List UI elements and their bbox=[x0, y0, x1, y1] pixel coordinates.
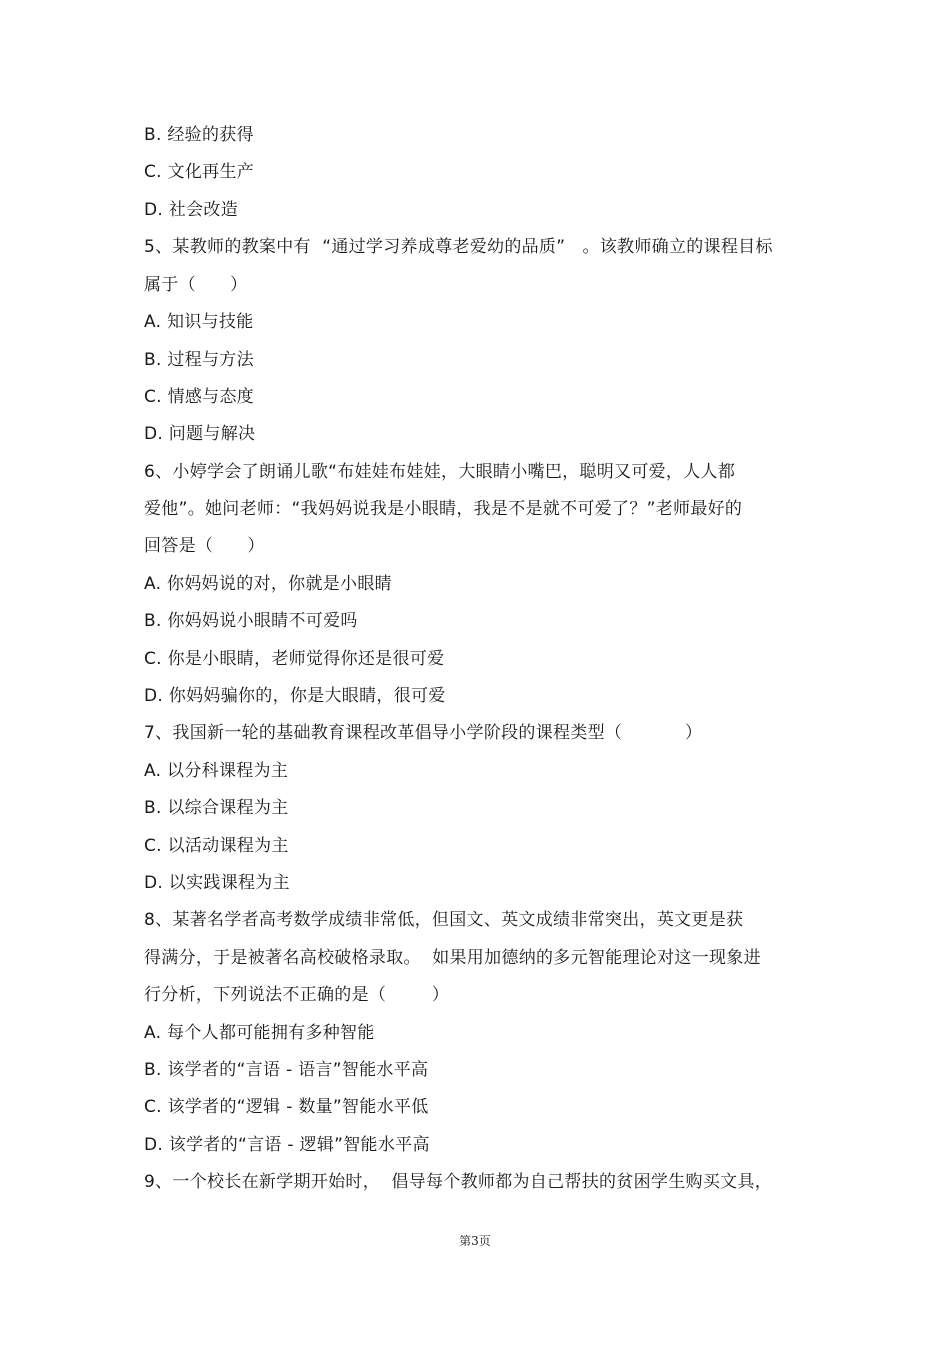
option-line: B. 你妈妈说小眼睛不可爱吗 bbox=[144, 611, 358, 631]
option-line: B. 过程与方法 bbox=[144, 350, 254, 370]
option-line: B. 以综合课程为主 bbox=[144, 798, 289, 818]
option-line: A. 每个人都可能拥有多种智能 bbox=[144, 1023, 375, 1043]
option-line: A. 知识与技能 bbox=[144, 312, 254, 332]
question-line: 行分析，下列说法不正确的是（ ） bbox=[144, 985, 450, 1005]
question-line: 9、一个校长在新学期开始时， 倡导每个教师都为自己帮扶的贫困学生购买文具， bbox=[144, 1172, 773, 1192]
option-line: D. 社会改造 bbox=[144, 200, 238, 220]
option-line: B. 该学者的“言语 - 语言”智能水平高 bbox=[144, 1060, 429, 1080]
option-line: B. 经验的获得 bbox=[144, 125, 254, 145]
option-line: C. 情感与态度 bbox=[144, 387, 255, 407]
option-line: C. 你是小眼睛，老师觉得你还是很可爱 bbox=[144, 649, 445, 669]
option-line: D. 该学者的“言语 - 逻辑”智能水平高 bbox=[144, 1135, 430, 1155]
option-line: C. 该学者的“逻辑 - 数量”智能水平低 bbox=[144, 1097, 429, 1117]
question-line: 得满分，于是被著名高校破格录取。 如果用加德纳的多元智能理论对这一现象进 bbox=[144, 948, 761, 968]
option-line: A. 以分科课程为主 bbox=[144, 761, 289, 781]
option-line: D. 问题与解决 bbox=[144, 424, 256, 444]
question-line: 爱他”。她问老师：“我妈妈说我是小眼睛，我是不是就不可爱了？”老师最好的 bbox=[144, 499, 743, 519]
question-line: 5、某教师的教案中有 “通过学习养成尊老爱幼的品质” 。该教师确立的课程目标 bbox=[144, 237, 773, 257]
question-line: 6、小婷学会了朗诵儿歌“布娃娃布娃娃，大眼睛小嘴巴，聪明又可爱，人人都 bbox=[144, 462, 736, 482]
question-line: 8、某著名学者高考数学成绩非常低，但国文、英文成绩非常突出，英文更是获 bbox=[144, 910, 744, 930]
option-line: A. 你妈妈说的对，你就是小眼睛 bbox=[144, 574, 392, 594]
option-line: D. 你妈妈骗你的，你是大眼睛，很可爱 bbox=[144, 686, 446, 706]
question-line: 属于（ ） bbox=[144, 275, 248, 295]
option-line: C. 以活动课程为主 bbox=[144, 836, 289, 856]
option-line: D. 以实践课程为主 bbox=[144, 873, 290, 893]
question-line: 7、我国新一轮的基础教育课程改革倡导小学阶段的课程类型（ ） bbox=[144, 723, 703, 743]
question-line: 回答是（ ） bbox=[144, 536, 265, 556]
option-line: C. 文化再生产 bbox=[144, 162, 255, 182]
page-number: 第3页 bbox=[459, 1234, 491, 1248]
